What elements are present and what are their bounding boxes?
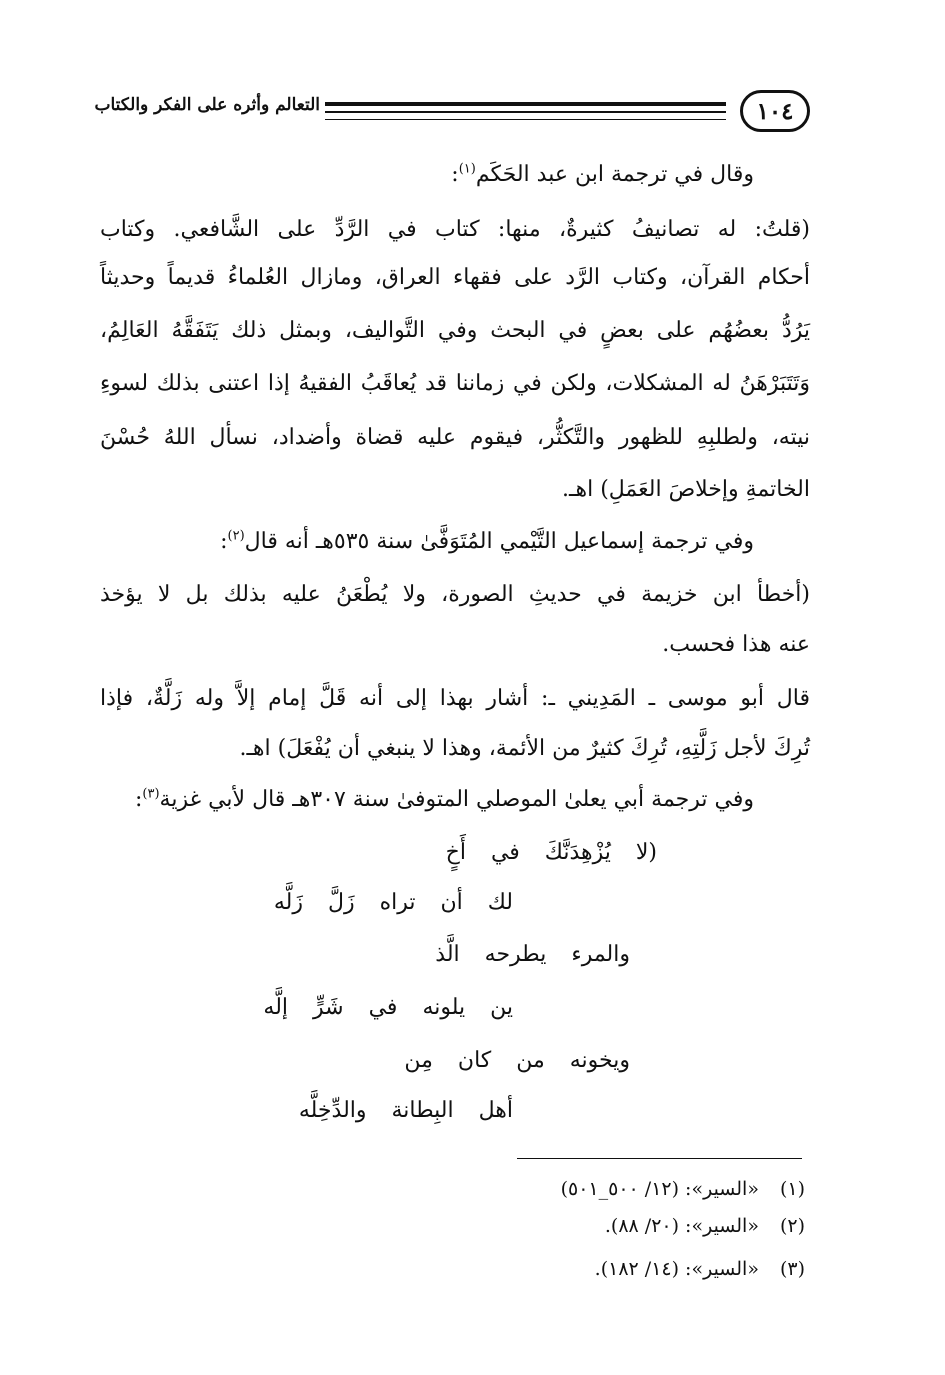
footnote-text: «السير»: (١٤/ ١٨٢). (594, 1258, 759, 1280)
body-text-run: وقال في ترجمة ابن عبد الحَكَم (475, 162, 754, 187)
body-text (94, 0, 810, 1375)
footnote-text: «السير»: (٢٠/ ٨٨). (604, 1215, 759, 1237)
body-line: تُرِكَ لأجل زَلَّتِهِ، تُرِكَ كثيرٌ من الأئمة، وهذا لا ينبغي أن يُفْعَلَ) اهـ. (239, 736, 810, 761)
body-line: الخاتمةِ وإخلاصَ العَمَلِ) اهـ. (562, 477, 810, 502)
body-text-run: وفي ترجمة أبي يعلىٰ الموصلي المتوفىٰ سنة ٣٠٧هـ قال لأبي غزية (159, 787, 754, 812)
body-line: قال أبو موسى ـ المَدِيني ـ: أشار بهذا إلى أنه قَلَّ إمام إلاَّ وله زَلَّةٌ، فإذا (100, 686, 810, 711)
footnote (605, 1215, 805, 1237)
footnote-number: (١) (779, 1178, 805, 1200)
body-line (135, 787, 754, 813)
body-line: (أخطأ ابن خزيمة في حديثِ الصورة، ولا يُطْعَنُ عليه بذلك بل لا يؤخذ (100, 582, 810, 607)
body-text-run: : (451, 162, 459, 187)
body-line: يَرُدُّ بعضُهُم على بعضٍ في البحث وفي التَّواليف، وبمثل ذلك يَتَفَقَّهُ العَالِمُ، (100, 318, 810, 343)
footnote-number: (٢) (779, 1215, 805, 1237)
poem-line: أهل البِطانة والدِّخِلَّه (298, 1098, 513, 1123)
body-text-run: : (134, 787, 143, 812)
poem-line: ين يلونه في شَرٍّ إلَّه (263, 995, 513, 1020)
footnote-ref: (٣) (142, 786, 160, 802)
body-line (220, 529, 754, 555)
poem-line: ويخونه من كان مِن (404, 1048, 630, 1073)
footnote (561, 1178, 805, 1200)
body-text-run: وفي ترجمة إسماعيل التَّيْمي المُتَوَفَّىٰ سنة ٥٣٥هـ أنه قال (244, 529, 754, 554)
poem-line: (لا يُزْهِدَنَّكَ في أَخٍ (445, 840, 657, 865)
body-line: نيته، ولطلبِهِ للظهور والتَّكثُّر، فيقوم عليه قضاة وأضداد، نسأل اللهُ حُسْنَ (100, 425, 810, 450)
footnote-number: (٣) (779, 1258, 805, 1280)
body-line: (قلتُ: له تصانيفُ كثيرةٌ، منها: كتاب في الرَّدِّ على الشَّافعي. وكتاب (100, 217, 810, 242)
poem-line: والمرء يطرحه الَّذ (435, 942, 630, 967)
footnote (595, 1258, 805, 1280)
body-line: عنه هذا فحسب. (662, 632, 810, 657)
running-title: التعالم وأثره على الفكر والكتاب (94, 95, 320, 115)
page-number: ١٠٤ (740, 90, 810, 132)
body-line (451, 162, 754, 188)
poem-line: لك أن تراه زَلَّ زَلَّه (273, 890, 513, 915)
body-text-run: : (220, 529, 228, 554)
footnote-ref: (٢) (227, 528, 245, 544)
body-line: أحكام القرآن، وكتاب الرَّد على فقهاء العراق، ومازال العُلماءُ قديماً وحديثاً (100, 265, 810, 290)
footnote-rule (517, 1158, 802, 1159)
body-line: وَتَتَبَرْهَنُ له المشكلات، ولكن في زماننا قد يُعاقَبُ الفقيهُ إذا اعتنى بذلك لسوءِ (100, 371, 810, 396)
footnote-text: «السير»: (١٢/ ٥٠٠_٥٠١) (560, 1178, 759, 1200)
footnote-ref: (١) (458, 161, 476, 177)
